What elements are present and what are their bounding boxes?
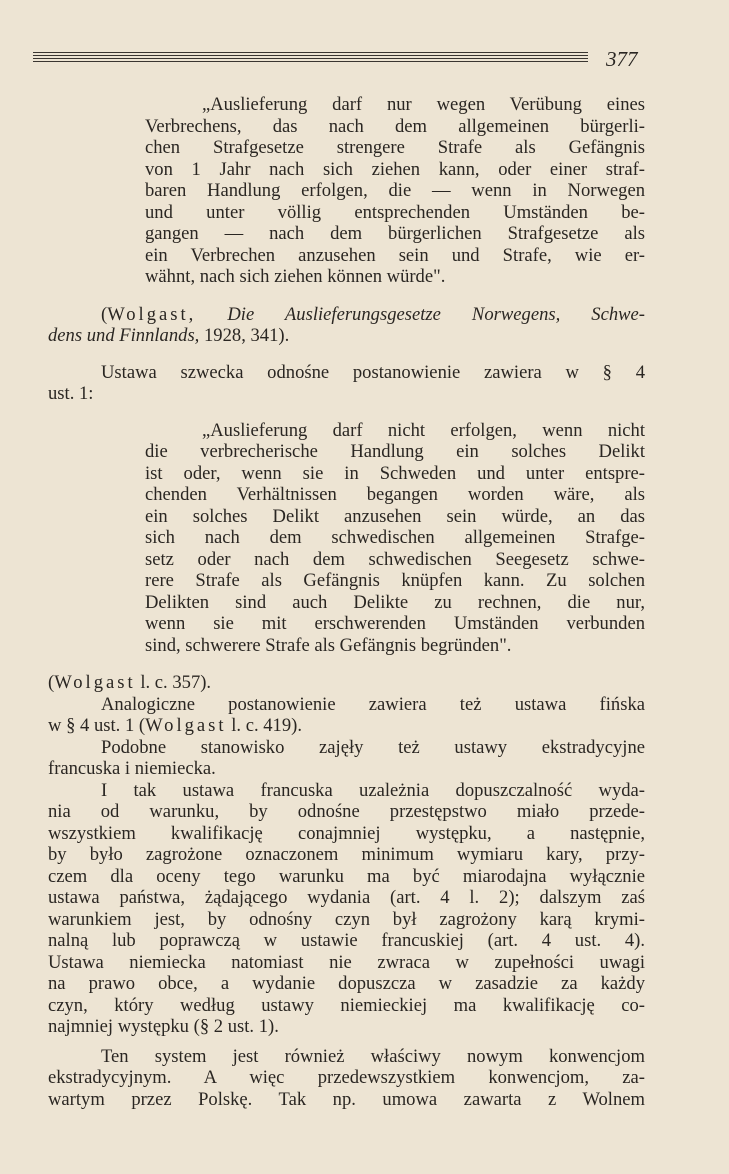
text-line: najmniej występku (§ 2 ust. 1).: [48, 1016, 279, 1037]
citation-wolgast-1928: [48, 304, 645, 347]
text-line: ust. 1:: [48, 383, 94, 404]
text-line: baren Handlung erfolgen, die — wenn in Norwegen: [145, 180, 645, 201]
text-line: wartym przez Polskę. Tak np. umowa zawarta z Wolnem: [48, 1088, 645, 1110]
author-name: Wolgast: [54, 672, 136, 693]
page-number: 377: [606, 47, 638, 71]
text-line: Delikten sind auch Delikte zu rechnen, die nur,: [145, 591, 645, 613]
paragraph-conventions: [48, 1046, 645, 1111]
paragraph-swedish-intro: [48, 362, 645, 405]
paragraph-french-german: [48, 737, 645, 780]
text-line: ein solches Delikt anzusehen sein würde, an das: [145, 505, 645, 527]
text-line: rere Strafe als Gefängnis knüpfen kann. Zu solchen: [145, 570, 645, 591]
text-line: w § 4 ust. 1 (Wolgast l. c. 419).: [48, 715, 302, 736]
text-line: francuska i niemiecka.: [48, 758, 216, 779]
text-line: nia od warunku, by odnośne przestępstwo miało przede-: [48, 801, 645, 822]
quote-sweden: [145, 420, 645, 657]
text-line: czyn, który według ustawy niemieckiej ma kwalifikację co-: [48, 994, 645, 1016]
text-line: warunkiem jest, by odnośny czyn był zagrożony karą krymi-: [48, 908, 645, 930]
author-name: Wolgast,: [107, 303, 197, 325]
text-line: na prawo obce, a wydanie dopuszcza w zasadzie za każdy: [48, 973, 645, 994]
text-line: I tak ustawa francuska uzależnia dopuszczalność wyda-: [101, 779, 645, 801]
paragraph-main: [48, 780, 645, 1038]
text-line: ustawa państwa, żądającego wydania (art. 4 l. 2); dalszym zaś: [48, 887, 645, 908]
text-line: setz oder nach dem schwedischen Seegesetz schwe-: [145, 548, 645, 570]
text-line: Analogiczne postanowienie zawiera też ustawa fińska: [101, 693, 645, 715]
text-line: Ustawa szwecka odnośne postanowienie zawiera w § 4: [101, 361, 645, 383]
text-line: gangen — nach dem bürgerlichen Strafgesetze als: [145, 223, 645, 244]
header-double-rule: [33, 52, 588, 66]
text-line: sind, schwerere Strafe als Gefängnis begründen".: [145, 634, 512, 656]
text-line: Podobne stanowisko zajęły też ustawy ekstradycyjne: [101, 736, 645, 758]
text-line: die verbrecherische Handlung ein solches Delikt: [145, 441, 645, 462]
text-line: wszystkiem kwalifikację conajmniej występku, a następnie,: [48, 822, 645, 844]
quote-norway: [145, 94, 645, 288]
page-body: [48, 94, 645, 1110]
text-line: dens und Finnlands, 1928, 341).: [48, 325, 290, 346]
text-line: ein Verbrechen anzusehen sein und Strafe, wie er-: [145, 244, 645, 266]
citation-wolgast-357: [48, 672, 645, 694]
text-line: „Auslieferung darf nicht erfolgen, wenn nicht: [202, 419, 645, 441]
text-line: Ten system jest również właściwy nowym konwencjom: [101, 1045, 645, 1067]
text-line: wenn sie mit erschwerenden Umständen verbunden: [145, 613, 645, 634]
author-name: Wolgast: [145, 715, 227, 736]
text-line: (Wolgast l. c. 357).: [48, 672, 212, 693]
text-line: von 1 Jahr nach sich ziehen kann, oder einer straf-: [145, 158, 645, 180]
text-line: Ustawa niemiecka natomiast nie zwraca w zupełności uwagi: [48, 951, 645, 973]
book-title: dens und Finnlands,: [48, 325, 200, 346]
text-line: und unter völlig entsprechenden Umständen be-: [145, 201, 645, 223]
paragraph-finnish: [48, 694, 645, 737]
text-line: (Wolgast, Die Auslieferungsgesetze Norwegens, Schwe-: [101, 303, 645, 325]
text-line: czem dla oceny tego warunku ma być miarodajna wyłącznie: [48, 865, 645, 887]
text-line: by było zagrożone oznaczonem minimum wymiaru kary, przy-: [48, 844, 645, 865]
text-line: Verbrechens, das nach dem allgemeinen bürgerli-: [145, 115, 645, 137]
text-line: wähnt, nach sich ziehen können würde".: [145, 266, 446, 287]
text-line: chen Strafgesetze strengere Strafe als Gefängnis: [145, 137, 645, 158]
text-line: ekstradycyjnym. A więc przedewszystkiem konwencjom, za-: [48, 1067, 645, 1088]
text-line: nalną lub poprawczą w ustawie francuskiej (art. 4 ust. 4).: [48, 930, 645, 951]
book-title: Die Auslieferungsgesetze Norwegens, Schwe-: [227, 303, 645, 325]
text-line: sich nach dem schwedischen allgemeinen Strafge-: [145, 527, 645, 548]
text-line: chenden Verhältnissen begangen worden wäre, als: [145, 484, 645, 505]
text-line: „Auslieferung darf nur wegen Verübung eines: [202, 94, 645, 115]
text-line: ist oder, wenn sie in Schweden und unter entspre-: [145, 462, 645, 484]
